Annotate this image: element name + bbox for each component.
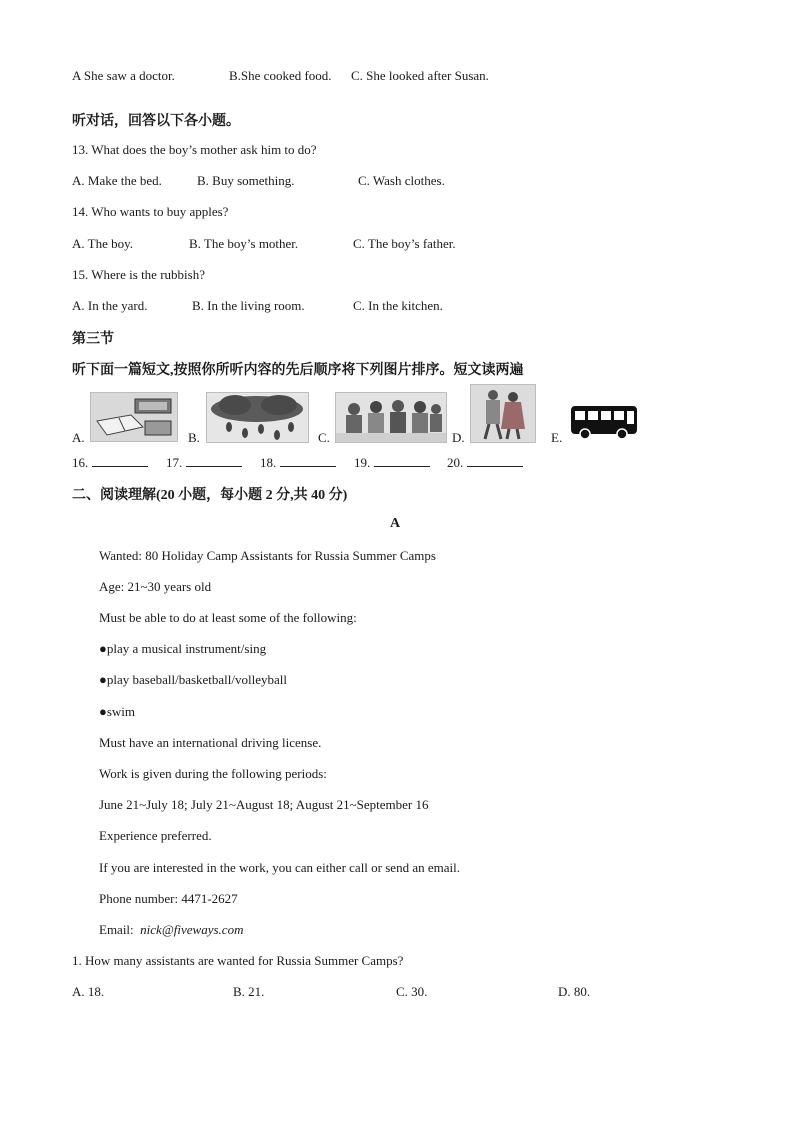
email-address: nick@fiveways.com (140, 922, 244, 937)
rain-cloud-icon (206, 392, 309, 443)
q1-option-c: C. 30. (396, 984, 428, 999)
passage-letter: A (390, 516, 401, 531)
blank-16[interactable]: 16. (72, 454, 148, 471)
passage-line-5: ●play baseball/basketball/volleyball (99, 672, 287, 687)
q15-option-a: A. In the yard. (72, 298, 148, 313)
passage-line-7: Must have an international driving license. (99, 735, 322, 750)
email-line: Email: nick@fiveways.com (99, 922, 244, 937)
answer-line (467, 454, 523, 467)
answer-line (280, 454, 336, 467)
dialogue-instruction: 听对话，回答以下各小题。 (72, 114, 240, 129)
passage-line-10: Experience preferred. (99, 828, 212, 843)
blank-17[interactable]: 17. (166, 454, 242, 471)
blank-19[interactable]: 19. (354, 454, 430, 471)
passage-line-9: June 21~July 18; July 21~August 18; August 21~September 16 (99, 797, 429, 812)
q13-option-c: C. Wash clothes. (358, 173, 445, 188)
people-group-icon (335, 392, 447, 443)
q12-option-c: C. She looked after Susan. (351, 68, 489, 83)
picture-label-b: B. (188, 430, 200, 445)
q12-option-a: A She saw a doctor. (72, 68, 175, 83)
q13-option-a: A. Make the bed. (72, 173, 162, 188)
passage-line-3: Must be able to do at least some of the following: (99, 610, 357, 625)
q1-option-d: D. 80. (558, 984, 591, 999)
q13-question: 13. What does the boy’s mother ask him to do? (72, 142, 317, 157)
q14-option-a: A. The boy. (72, 236, 134, 251)
q15-question: 15. Where is the rubbish? (72, 267, 205, 282)
q13-option-b: B. Buy something. (197, 173, 295, 188)
part2-title: 二、阅读理解(20 小题，每小题 2 分,共 40 分) (72, 488, 348, 503)
picture-label-d: D. (452, 430, 465, 445)
section3-instruction: 听下面一篇短文,按照你所听内容的先后顺序将下列图片排序。短文读两遍 (72, 363, 524, 378)
passage-line-4: ●play a musical instrument/sing (99, 641, 267, 656)
passage-line-8: Work is given during the following periods: (99, 766, 327, 781)
passage-line-6: ●swim (99, 704, 136, 719)
q12-option-b: B.She cooked food. (229, 68, 332, 83)
passage-line-2: Age: 21~30 years old (99, 579, 212, 594)
q15-option-c: C. In the kitchen. (353, 298, 443, 313)
passage-line-12: Phone number: 4471-2627 (99, 891, 238, 906)
answer-line (92, 454, 148, 467)
q15-option-b: B. In the living room. (192, 298, 305, 313)
bus-icon (570, 404, 638, 440)
picture-label-e: E. (551, 430, 563, 445)
picture-label-a: A. (72, 430, 85, 445)
section3-title: 第三节 (72, 332, 114, 347)
q14-option-b: B. The boy’s mother. (189, 236, 299, 251)
answer-line (374, 454, 430, 467)
q14-question: 14. Who wants to buy apples? (72, 204, 229, 219)
passage-line-1: Wanted: 80 Holiday Camp Assistants for Russia Summer Camps (99, 548, 436, 563)
q14-option-c: C. The boy’s father. (353, 236, 456, 251)
q1-option-b: B. 21. (233, 984, 265, 999)
passage-line-11: If you are interested in the work, you can either call or send an email. (99, 860, 460, 875)
books-pencilcase-icon (90, 392, 178, 442)
answer-line (186, 454, 242, 467)
blank-20[interactable]: 20. (447, 454, 523, 471)
q1-question: 1. How many assistants are wanted for Russia Summer Camps? (72, 953, 404, 968)
blank-18[interactable]: 18. (260, 454, 336, 471)
picture-label-c: C. (318, 430, 330, 445)
q1-option-a: A. 18. (72, 984, 105, 999)
couple-walking-icon (470, 384, 536, 443)
